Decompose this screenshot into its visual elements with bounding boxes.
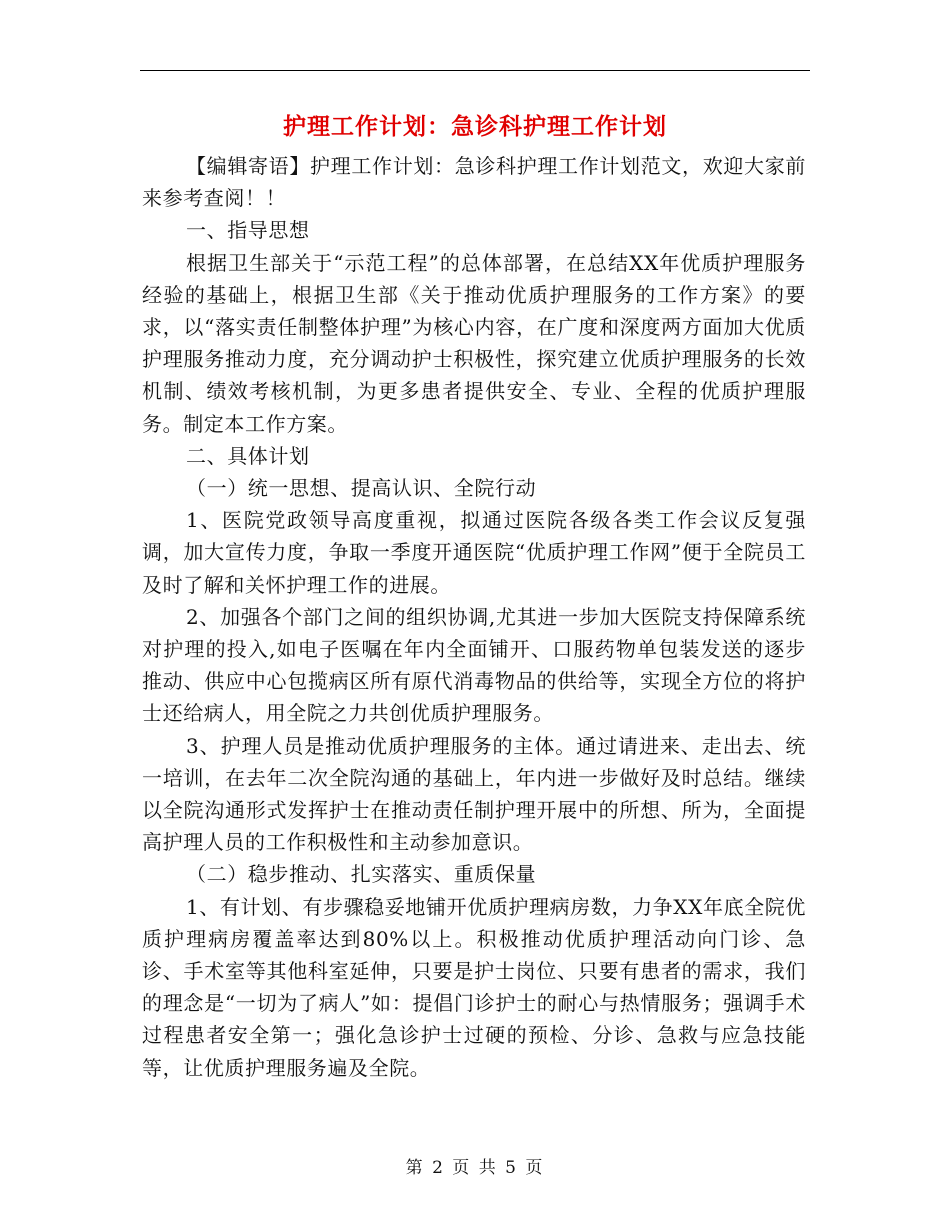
page-footer: 第 2 页 共 5 页: [405, 1158, 545, 1178]
body-paragraph: 1、有计划、有步骤稳妥地铺开优质护理病房数，力争XX年底全院优质护理病房覆盖率达到80%以上。积极推动优质护理活动向门诊、急诊、手术室等其他科室延伸，只要是护士岗位、只要有患者的需求，我们的理念是“一切为了病人”如：提倡门诊护士的耐心与热情服务；强调手术过程患者安全第一；强化急诊护士过硬的预检、分诊、急救与应急技能等，让优质护理服务遍及全院。: [142, 894, 806, 1080]
editor-note-paragraph: 【编辑寄语】护理工作计划：急诊科护理工作计划范文，欢迎大家前来参考查阅！！: [142, 154, 806, 211]
subsection-heading-1: （一）统一思想、提高认识、全院行动: [186, 476, 537, 501]
body-paragraph: 2、加强各个部门之间的组织协调,尤其进一步加大医院支持保障系统对护理的投入,如电子医嘱在年内全面铺开、口服药物单包装发送的逐步推动、供应中心包揽病区所有原代消毒物品的供给等，实现全方位的将护士还给病人，用全院之力共创优质护理服务。: [142, 604, 806, 726]
body-paragraph: 3、护理人员是推动优质护理服务的主体。通过请进来、走出去、统一培训，在去年二次全院沟通的基础上，年内进一步做好及时总结。继续以全院沟通形式发挥护士在推动责任制护理开展中的所想、所为，全面提高护理人员的工作积极性和主动参加意识。: [142, 733, 806, 855]
header-rule: [140, 70, 810, 71]
body-paragraph: 1、医院党政领导高度重视，拟通过医院各级各类工作会议反复强调，加大宣传力度，争取一季度开通医院“优质护理工作网”便于全院员工及时了解和关怀护理工作的进展。: [142, 508, 806, 597]
subsection-heading-2: （二）稳步推动、扎实落实、重质保量: [186, 862, 537, 887]
section-heading-guiding-ideology: 一、指导思想: [186, 218, 310, 243]
document-title: 护理工作计划：急诊科护理工作计划: [283, 114, 667, 140]
section-heading-specific-plan: 二、具体计划: [186, 443, 310, 468]
document-body: [142, 150, 806, 1084]
body-paragraph: 根据卫生部关于“示范工程”的总体部署，在总结XX年优质护理服务经验的基础上，根据卫生部《关于推动优质护理服务的工作方案》的要求，以“落实责任制整体护理”为核心内容，在广度和深度两方面加大优质护理服务推动力度，充分调动护士积极性，探究建立优质护理服务的长效机制、绩效考核机制，为更多患者提供安全、专业、全程的优质护理服务。制定本工作方案。: [142, 250, 806, 436]
